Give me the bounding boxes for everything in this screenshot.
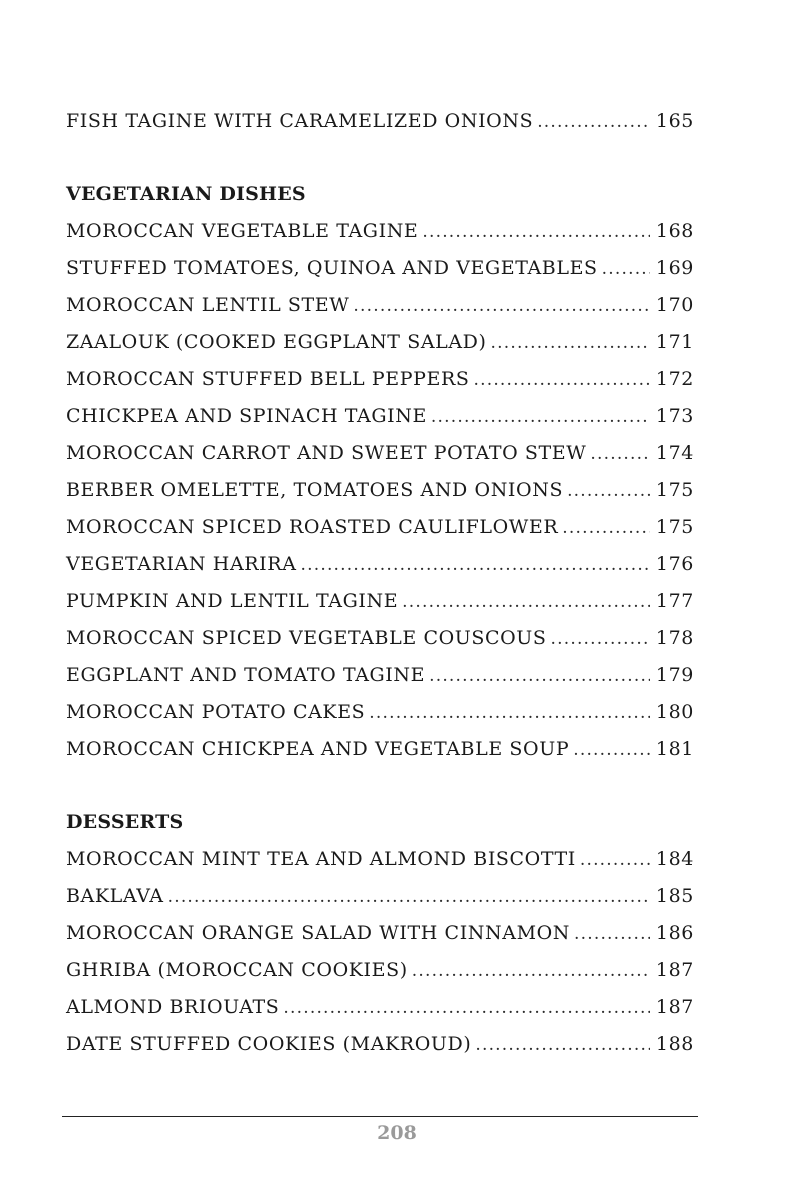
toc-entry[interactable] bbox=[66, 361, 694, 398]
toc-entry[interactable] bbox=[66, 398, 694, 435]
toc-entry-page-number: 179 bbox=[655, 664, 694, 686]
dot-leader bbox=[422, 214, 650, 251]
toc-entry-title: MOROCCAN CARROT AND SWEET POTATO STEW bbox=[66, 442, 587, 464]
toc-entry-title: MOROCCAN SPICED ROASTED CAULIFLOWER bbox=[66, 516, 559, 538]
toc-entry[interactable] bbox=[66, 694, 694, 731]
dot-leader bbox=[283, 990, 650, 1027]
toc-entry-page-number: 171 bbox=[655, 331, 694, 353]
vegetarian-entry-list bbox=[66, 213, 694, 768]
toc-entry-page-number: 173 bbox=[655, 405, 694, 427]
toc-entry-page-number: 186 bbox=[655, 922, 694, 944]
dot-leader bbox=[431, 399, 650, 436]
dot-leader bbox=[402, 584, 650, 621]
toc-entry-page-number: 188 bbox=[655, 1033, 694, 1055]
toc-entry-page-number: 181 bbox=[655, 738, 694, 760]
toc-entry-title: GHRIBA (MOROCCAN COOKIES) bbox=[66, 959, 408, 981]
dot-leader bbox=[301, 547, 650, 584]
toc-entry-page-number: 170 bbox=[655, 294, 694, 316]
toc-entry[interactable] bbox=[66, 657, 694, 694]
toc-entry-title: MOROCCAN SPICED VEGETABLE COUSCOUS bbox=[66, 627, 547, 649]
toc-entry-page-number: 177 bbox=[655, 590, 694, 612]
dot-leader bbox=[429, 658, 650, 695]
toc-entry-title: MOROCCAN STUFFED BELL PEPPERS bbox=[66, 368, 470, 390]
section-heading-vegetarian: VEGETARIAN DISHES bbox=[66, 183, 306, 205]
toc-entry[interactable] bbox=[66, 1026, 694, 1063]
dot-leader bbox=[369, 695, 650, 732]
section-heading-desserts: DESSERTS bbox=[66, 811, 184, 833]
toc-entry-title: DATE STUFFED COOKIES (MAKROUD) bbox=[66, 1033, 472, 1055]
toc-entry-title: MOROCCAN MINT TEA AND ALMOND BISCOTTI bbox=[66, 848, 576, 870]
toc-entry-title: ALMOND BRIOUATS bbox=[66, 996, 280, 1018]
toc-entry[interactable] bbox=[66, 583, 694, 620]
dot-leader bbox=[573, 732, 650, 769]
toc-entry-page-number: 172 bbox=[655, 368, 694, 390]
dot-leader bbox=[574, 916, 650, 953]
toc-entry-title: MOROCCAN LENTIL STEW bbox=[66, 294, 350, 316]
toc-entry-title: BERBER OMELETTE, TOMATOES AND ONIONS bbox=[66, 479, 564, 501]
toc-entry[interactable] bbox=[66, 103, 694, 140]
footer-divider bbox=[62, 1116, 698, 1117]
toc-entry[interactable] bbox=[66, 841, 694, 878]
toc-entry-title: STUFFED TOMATOES, QUINOA AND VEGETABLES bbox=[66, 257, 598, 279]
toc-entry-page-number: 187 bbox=[655, 959, 694, 981]
toc-entry[interactable] bbox=[66, 878, 694, 915]
toc-entry-page-number: 174 bbox=[655, 442, 694, 464]
dot-leader bbox=[537, 104, 650, 141]
toc-entry-title: FISH TAGINE WITH CARAMELIZED ONIONS bbox=[66, 110, 534, 132]
toc-entry[interactable] bbox=[66, 472, 694, 509]
dot-leader bbox=[474, 362, 650, 399]
toc-entry-page-number: 168 bbox=[655, 220, 694, 242]
dot-leader bbox=[353, 288, 650, 325]
toc-entry-title: EGGPLANT AND TOMATO TAGINE bbox=[66, 664, 426, 686]
dot-leader bbox=[168, 879, 650, 916]
toc-entry-page-number: 180 bbox=[655, 701, 694, 723]
toc-entry-page-number: 184 bbox=[655, 848, 694, 870]
toc-entry[interactable] bbox=[66, 731, 694, 768]
dot-leader bbox=[562, 510, 650, 547]
dot-leader bbox=[602, 251, 650, 288]
toc-entry-page-number: 187 bbox=[655, 996, 694, 1018]
toc-entry-title: PUMPKIN AND LENTIL TAGINE bbox=[66, 590, 399, 612]
toc-entry[interactable] bbox=[66, 509, 694, 546]
toc-entry[interactable] bbox=[66, 915, 694, 952]
dot-leader bbox=[580, 842, 650, 879]
toc-entry-title: MOROCCAN ORANGE SALAD WITH CINNAMON bbox=[66, 922, 571, 944]
toc-entry-page-number: 178 bbox=[655, 627, 694, 649]
toc-entry[interactable] bbox=[66, 989, 694, 1026]
toc-entry-page-number: 185 bbox=[655, 885, 694, 907]
toc-entry[interactable] bbox=[66, 250, 694, 287]
toc-entry[interactable] bbox=[66, 324, 694, 361]
toc-entry-title: CHICKPEA AND SPINACH TAGINE bbox=[66, 405, 427, 427]
desserts-section bbox=[66, 804, 694, 1063]
desserts-entry-list bbox=[66, 841, 694, 1063]
toc-entry[interactable] bbox=[66, 213, 694, 250]
dot-leader bbox=[475, 1027, 650, 1064]
toc-entry[interactable] bbox=[66, 435, 694, 472]
toc-entry-title: MOROCCAN POTATO CAKES bbox=[66, 701, 366, 723]
top-entry-list bbox=[66, 103, 694, 140]
dot-leader bbox=[551, 621, 650, 658]
toc-entry-page-number: 175 bbox=[655, 516, 694, 538]
dot-leader bbox=[412, 953, 650, 990]
toc-entry[interactable] bbox=[66, 546, 694, 583]
dot-leader bbox=[590, 436, 650, 473]
toc-entry-title: ZAALOUK (COOKED EGGPLANT SALAD) bbox=[66, 331, 487, 353]
dot-leader bbox=[567, 473, 650, 510]
toc-entry[interactable] bbox=[66, 287, 694, 324]
toc-entry-title: MOROCCAN VEGETABLE TAGINE bbox=[66, 220, 419, 242]
toc-entry-page-number: 169 bbox=[655, 257, 694, 279]
vegetarian-section bbox=[66, 176, 694, 768]
toc-entry-title: VEGETARIAN HARIRA bbox=[66, 553, 297, 575]
dot-leader bbox=[491, 325, 650, 362]
toc-entry[interactable] bbox=[66, 952, 694, 989]
toc-entry-page-number: 175 bbox=[655, 479, 694, 501]
toc-entry[interactable] bbox=[66, 620, 694, 657]
page-number: 208 bbox=[377, 1122, 417, 1144]
toc-entry-page-number: 176 bbox=[655, 553, 694, 575]
toc-entry-title: BAKLAVA bbox=[66, 885, 164, 907]
toc-entry-page-number: 165 bbox=[655, 110, 694, 132]
toc-entry-title: MOROCCAN CHICKPEA AND VEGETABLE SOUP bbox=[66, 738, 570, 760]
